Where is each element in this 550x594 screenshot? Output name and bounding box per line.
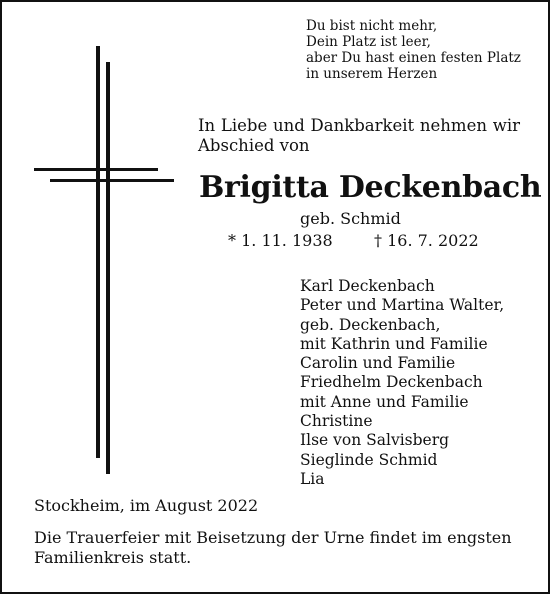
mourner-line: Peter und Martina Walter, [300,296,505,315]
poem-line: Dein Platz ist leer, [306,34,431,50]
mourner-line: Sieglinde Schmid [300,450,438,469]
intro-line-1: In Liebe und Dankbarkeit nehmen wir [198,116,520,135]
cross-vertical-bar-2 [106,62,110,474]
mourner-line: Christine [300,412,373,431]
poem-line: in unserem Herzen [306,66,438,82]
mourners-list [300,277,504,489]
poem-line: Du bist nicht mehr, [306,18,438,34]
cross-horizontal-bar-2 [50,179,174,182]
mourner-line: Karl Deckenbach [300,277,435,295]
intro-text [198,116,520,156]
maiden-name: geb. Schmid [300,209,401,228]
place-date: Stockheim, im August 2022 [34,496,259,515]
mourner-line: mit Kathrin und Familie [300,334,488,353]
funeral-notice-text: Die Trauerfeier mit Beisetzung der Urne findet im engsten Familienkreis statt. [34,528,512,567]
birth-date: * 1. 11. 1938 [228,231,333,250]
mourner-line: Ilse von Salvisberg [300,431,450,450]
mourner-line: geb. Deckenbach, [300,315,441,334]
intro-line-2: Abschied von [198,136,310,155]
poem-line: aber Du hast einen festen Platz [306,50,521,66]
deceased-name: Brigitta Deckenbach [199,170,542,205]
mourner-line: mit Anne und Familie [300,392,469,411]
cross-vertical-bar-1 [96,46,100,458]
death-date: † 16. 7. 2022 [374,231,479,250]
mourner-line: Friedhelm Deckenbach [300,373,483,392]
poem [306,18,521,82]
cross-horizontal-bar-1 [34,168,158,171]
mourner-line: Carolin und Familie [300,354,456,373]
mourner-line: Lia [300,469,325,488]
